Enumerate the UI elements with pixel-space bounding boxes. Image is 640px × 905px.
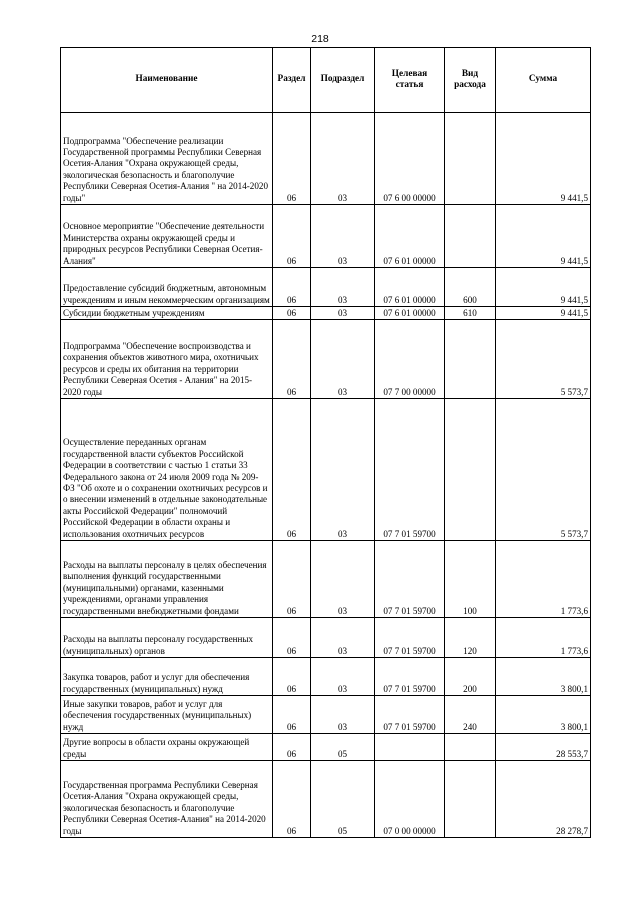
- cell-sum: 1 773,6: [496, 541, 591, 618]
- cell-podrazdel: 03: [311, 696, 375, 734]
- cell-vid: [445, 113, 496, 205]
- cell-vid: 610: [445, 307, 496, 320]
- cell-vid: 240: [445, 696, 496, 734]
- cell-name: Закупка товаров, работ и услуг для обеспечения государственных (муниципальных) нужд: [61, 658, 273, 696]
- cell-vid: 200: [445, 658, 496, 696]
- header-vid: Вид расхода: [445, 48, 496, 113]
- cell-razdel: 06: [273, 268, 311, 307]
- cell-sum: 9 441,5: [496, 113, 591, 205]
- cell-sum: 3 800,1: [496, 696, 591, 734]
- cell-razdel: 06: [273, 658, 311, 696]
- table-row: [61, 761, 591, 838]
- cell-name: Основное мероприятие "Обеспечение деятельности Министерства охраны окружающей среды и природных ресурсов Республики Северная Осетия-Алания": [61, 205, 273, 268]
- header-podrazdel: Подраздел: [311, 48, 375, 113]
- cell-vid: [445, 761, 496, 838]
- budget-table: [60, 47, 591, 838]
- table-row: [61, 618, 591, 658]
- table-row: [61, 113, 591, 205]
- cell-razdel: 06: [273, 696, 311, 734]
- table-row: [61, 696, 591, 734]
- cell-razdel: 06: [273, 618, 311, 658]
- cell-razdel: 06: [273, 734, 311, 761]
- cell-target: 07 6 00 00000: [375, 113, 445, 205]
- cell-sum: 5 573,7: [496, 320, 591, 399]
- cell-podrazdel: 03: [311, 205, 375, 268]
- cell-sum: 28 278,7: [496, 761, 591, 838]
- cell-target: 07 7 01 59700: [375, 696, 445, 734]
- cell-podrazdel: 03: [311, 399, 375, 541]
- cell-name: Иные закупки товаров, работ и услуг для обеспечения государственных (муниципальных) нужд: [61, 696, 273, 734]
- cell-sum: 9 441,5: [496, 307, 591, 320]
- cell-target: 07 6 01 00000: [375, 268, 445, 307]
- header-target: Целевая статья: [375, 48, 445, 113]
- cell-razdel: 06: [273, 320, 311, 399]
- cell-target: 07 7 01 59700: [375, 541, 445, 618]
- table-row: [61, 268, 591, 307]
- cell-name: Расходы на выплаты персоналу в целях обеспечения выполнения функций государственными (муниципальными) органами, казенными учреждениями, органами управления государственными внебюджетными фондами: [61, 541, 273, 618]
- cell-name: Государственная программа Республики Северная Осетия-Алания "Охрана окружающей среды, экологическая безопасность и благополучие Республики Северная Осетия-Алания" на 2014-2020 годы: [61, 761, 273, 838]
- cell-vid: [445, 734, 496, 761]
- cell-name: Подпрограмма "Обеспечение реализации Государственной программы Республики Северная Осетия-Алания "Охрана окружающей среды, экологическая безопасность и благополучие Республики Северная Осетия-Алания " на 2014-2020 годы": [61, 113, 273, 205]
- cell-vid: 600: [445, 268, 496, 307]
- cell-target: 07 7 01 59700: [375, 618, 445, 658]
- cell-vid: [445, 205, 496, 268]
- cell-name: Субсидии бюджетным учреждениям: [61, 307, 273, 320]
- cell-razdel: 06: [273, 113, 311, 205]
- cell-razdel: 06: [273, 541, 311, 618]
- table-row: [61, 320, 591, 399]
- cell-name: Осуществление переданных органам государственной власти субъектов Российской Федерации в соответствии с частью 1 статьи 33 Федерального закона от 24 июля 2009 года № 209-ФЗ "Об охоте и о сохранении охотничьих ресурсов и о внесении изменений в отдельные законодательные акты Российской Федерации" полномочий Российской Федерации в области охраны и использования охотничьих ресурсов: [61, 399, 273, 541]
- cell-podrazdel: 03: [311, 307, 375, 320]
- cell-target: 07 0 00 00000: [375, 761, 445, 838]
- cell-target: 07 7 01 59700: [375, 658, 445, 696]
- cell-name: Расходы на выплаты персоналу государственных (муниципальных) органов: [61, 618, 273, 658]
- table-header-row: [61, 48, 591, 113]
- cell-podrazdel: 03: [311, 320, 375, 399]
- cell-sum: 3 800,1: [496, 658, 591, 696]
- cell-sum: 9 441,5: [496, 268, 591, 307]
- cell-podrazdel: 03: [311, 268, 375, 307]
- cell-podrazdel: 03: [311, 113, 375, 205]
- table-row: [61, 205, 591, 268]
- cell-razdel: 06: [273, 761, 311, 838]
- cell-vid: [445, 320, 496, 399]
- cell-podrazdel: 03: [311, 618, 375, 658]
- cell-vid: 120: [445, 618, 496, 658]
- cell-sum: 28 553,7: [496, 734, 591, 761]
- cell-vid: [445, 399, 496, 541]
- cell-podrazdel: 03: [311, 541, 375, 618]
- table-row: [61, 658, 591, 696]
- cell-name: Другие вопросы в области охраны окружающей среды: [61, 734, 273, 761]
- cell-sum: 1 773,6: [496, 618, 591, 658]
- table-row: [61, 399, 591, 541]
- cell-target: 07 7 00 00000: [375, 320, 445, 399]
- cell-razdel: 06: [273, 205, 311, 268]
- cell-podrazdel: 03: [311, 658, 375, 696]
- cell-target: 07 6 01 00000: [375, 307, 445, 320]
- cell-sum: 9 441,5: [496, 205, 591, 268]
- cell-razdel: 06: [273, 307, 311, 320]
- table-row: [61, 307, 591, 320]
- cell-name: Подпрограмма "Обеспечение воспроизводства и сохранения объектов животного мира, охотничьих ресурсов и среды их обитания на территории Республики Северная Осетия - Алания" на 2015-2020 годы: [61, 320, 273, 399]
- cell-target: 07 6 01 00000: [375, 205, 445, 268]
- cell-target: 07 7 01 59700: [375, 399, 445, 541]
- table-row: [61, 734, 591, 761]
- cell-target: [375, 734, 445, 761]
- header-sum: Сумма: [496, 48, 591, 113]
- header-razdel: Раздел: [273, 48, 311, 113]
- page-number: 218: [311, 33, 329, 45]
- cell-podrazdel: 05: [311, 761, 375, 838]
- cell-vid: 100: [445, 541, 496, 618]
- header-name: Наименование: [61, 48, 273, 113]
- cell-podrazdel: 05: [311, 734, 375, 761]
- table-row: [61, 541, 591, 618]
- cell-razdel: 06: [273, 399, 311, 541]
- cell-sum: 5 573,7: [496, 399, 591, 541]
- cell-name: Предоставление субсидий бюджетным, автономным учреждениям и иным некоммерческим организациям: [61, 268, 273, 307]
